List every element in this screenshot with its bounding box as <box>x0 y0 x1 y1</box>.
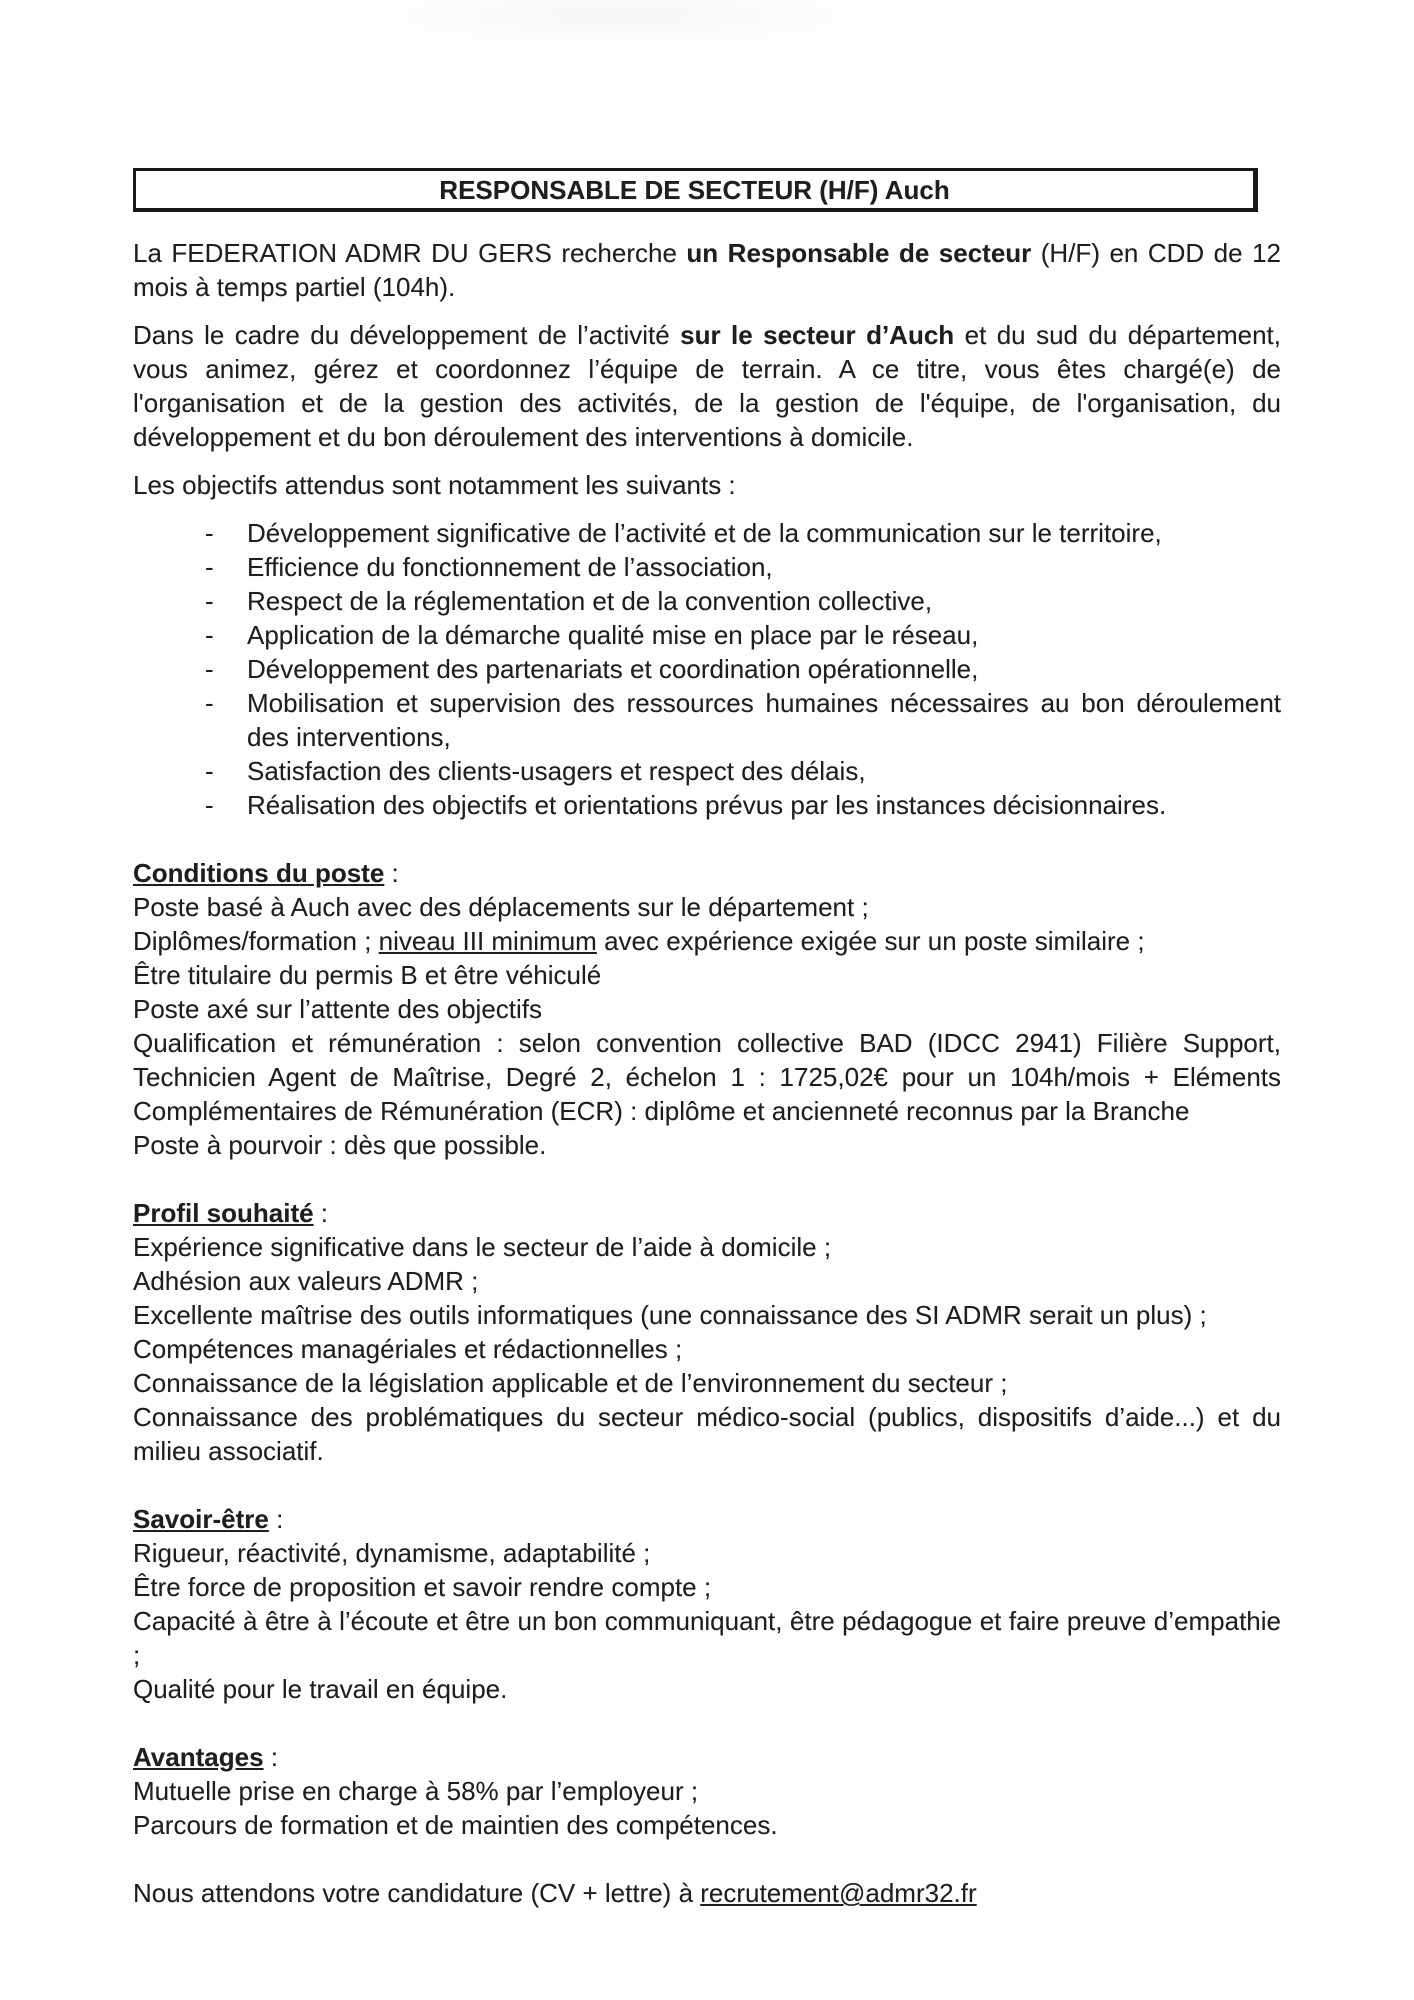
text-run: Poste à pourvoir : dès que possible. <box>133 1130 547 1160</box>
conditions-heading <box>133 856 1281 890</box>
conditions-line <box>133 1128 1281 1162</box>
objectives-list <box>133 516 1281 822</box>
text-run: Expérience significative dans le secteur de l’aide à domicile ; <box>133 1232 832 1262</box>
avantages-line <box>133 1774 1281 1808</box>
job-posting-document <box>133 168 1281 1910</box>
section-savoir-etre <box>133 1502 1281 1706</box>
text-run: un Responsable de secteur <box>686 238 1032 268</box>
text-run: Être titulaire du permis B et être véhiculé <box>133 960 602 990</box>
text-run: sur le secteur d’Auch <box>680 320 955 350</box>
dash-bullet: - <box>205 790 214 820</box>
objective-item <box>205 618 1281 652</box>
text-run: Profil souhaité <box>133 1198 314 1228</box>
text-run: niveau III minimum <box>378 926 597 956</box>
text-run: Rigueur, réactivité, dynamisme, adaptabilité ; <box>133 1538 651 1568</box>
objective-text: Satisfaction des clients-usagers et respect des délais, <box>247 756 866 786</box>
text-run: Dans le cadre du développement de l’activité <box>133 320 681 350</box>
text-run: : <box>384 858 399 888</box>
text-run: Conditions du poste <box>133 858 385 888</box>
dash-bullet: - <box>205 552 214 582</box>
objective-text: Efficience du fonctionnement de l’association, <box>247 552 773 582</box>
profil-line <box>133 1366 1281 1400</box>
objective-item <box>205 788 1281 822</box>
savoir-line <box>133 1536 1281 1570</box>
objective-text: Application de la démarche qualité mise en place par le réseau, <box>247 620 979 650</box>
page-title: RESPONSABLE DE SECTEUR (H/F) Auch <box>439 175 950 205</box>
text-run: (H/F) en CDD de 12 mois à temps partiel (104h). <box>133 238 1281 302</box>
profil-line <box>133 1264 1281 1298</box>
text-run: : <box>268 1504 284 1534</box>
objective-text: Mobilisation et supervision des ressources humaines nécessaires au bon déroulement des interventions, <box>247 688 1281 752</box>
text-run: Être force de proposition et savoir rendre compte ; <box>133 1572 712 1602</box>
text-run: Nous attendons votre candidature (CV + lettre) à <box>133 1878 701 1908</box>
profil-line <box>133 1298 1281 1332</box>
conditions-line <box>133 992 1281 1026</box>
profil-line <box>133 1230 1281 1264</box>
savoir-line <box>133 1672 1281 1706</box>
text-run: Qualité pour le travail en équipe. <box>133 1674 508 1704</box>
dash-bullet: - <box>205 654 214 684</box>
text-run: : <box>263 1742 278 1772</box>
objective-text: Développement significative de l’activité et de la communication sur le territoire, <box>247 518 1162 548</box>
text-run: Adhésion aux valeurs ADMR ; <box>133 1266 479 1296</box>
avantages-heading <box>133 1740 1281 1774</box>
conditions-line <box>133 924 1281 958</box>
text-run: Excellente maîtrise des outils informatiques (une connaissance des SI ADMR serait un plus) ; <box>133 1300 1207 1330</box>
text-run: Qualification et rémunération : selon convention collective BAD (IDCC 2941) Filière Support, Technicien Agent de Maîtrise, Degré 2, échelon 1 : 1725,02€ pour un 104h/mois + Eléments Complémentaires de Rémunération (ECR) : diplôme et ancienneté reconnus par la Branche <box>133 1028 1281 1126</box>
text-run: Parcours de formation et de maintien des compétences. <box>133 1810 778 1840</box>
objective-item <box>205 516 1281 550</box>
section-profil <box>133 1196 1281 1468</box>
text-run: Poste axé sur l’attente des objectifs <box>133 994 543 1024</box>
section-avantages <box>133 1740 1281 1842</box>
text-run: Connaissance des problématiques du secteur médico-social (publics, dispositifs d’aide...) et du milieu associatif. <box>133 1402 1281 1466</box>
conditions-line <box>133 1026 1281 1128</box>
avantages-line <box>133 1808 1281 1842</box>
text-run: avec expérience exigée sur un poste similaire ; <box>596 926 1145 956</box>
intro-paragraph <box>133 236 1281 304</box>
text-run: : <box>313 1198 329 1228</box>
text-run: Avantages <box>133 1742 264 1772</box>
closing-line <box>133 1876 1281 1910</box>
conditions-line <box>133 958 1281 992</box>
objective-text: Développement des partenariats et coordination opérationnelle, <box>247 654 979 684</box>
profil-heading <box>133 1196 1281 1230</box>
job-title-box <box>133 168 1258 212</box>
text-run: La FEDERATION ADMR DU GERS recherche <box>133 238 687 268</box>
objective-text: Respect de la réglementation et de la convention collective, <box>247 586 933 616</box>
savoir-heading <box>133 1502 1281 1536</box>
dash-bullet: - <box>205 688 214 718</box>
savoir-line <box>133 1570 1281 1604</box>
profil-line <box>133 1332 1281 1366</box>
objective-item <box>205 550 1281 584</box>
section-conditions <box>133 856 1281 1162</box>
objective-item <box>205 686 1281 754</box>
text-run: Capacité à être à l’écoute et être un bon communiquant, être pédagogue et faire preuve d’empathie ; <box>133 1606 1281 1670</box>
dash-bullet: - <box>205 518 214 548</box>
text-run: Connaissance de la législation applicable et de l’environnement du secteur ; <box>133 1368 1008 1398</box>
objective-item <box>205 754 1281 788</box>
objectives-lead: Les objectifs attendus sont notamment les suivants : <box>133 470 736 500</box>
dash-bullet: - <box>205 756 214 786</box>
text-run: Diplômes/formation ; <box>133 926 379 956</box>
dash-bullet: - <box>205 620 214 650</box>
text-run: Mutuelle prise en charge à 58% par l’employeur ; <box>133 1776 699 1806</box>
objective-item <box>205 652 1281 686</box>
conditions-line <box>133 890 1281 924</box>
objective-item <box>205 584 1281 618</box>
savoir-line <box>133 1604 1281 1672</box>
context-paragraph <box>133 318 1281 454</box>
profil-line <box>133 1400 1281 1468</box>
text-run: Poste basé à Auch avec des déplacements sur le département ; <box>133 892 869 922</box>
email-link[interactable]: recrutement@admr32.fr <box>700 1878 977 1908</box>
text-run: Compétences managériales et rédactionnelles ; <box>133 1334 683 1364</box>
text-run: et du sud du département, vous animez, gérez et coordonnez l’équipe de terrain. A ce titre, vous êtes chargé(e) de l'organisation et de la gestion des activités, de la gestion de l'équipe, de l'organisation, du développement et du bon déroulement des interventions à domicile. <box>133 320 1281 452</box>
objective-text: Réalisation des objectifs et orientations prévus par les instances décisionnaires. <box>247 790 1167 820</box>
text-run: Savoir-être <box>133 1504 269 1534</box>
dash-bullet: - <box>205 586 214 616</box>
